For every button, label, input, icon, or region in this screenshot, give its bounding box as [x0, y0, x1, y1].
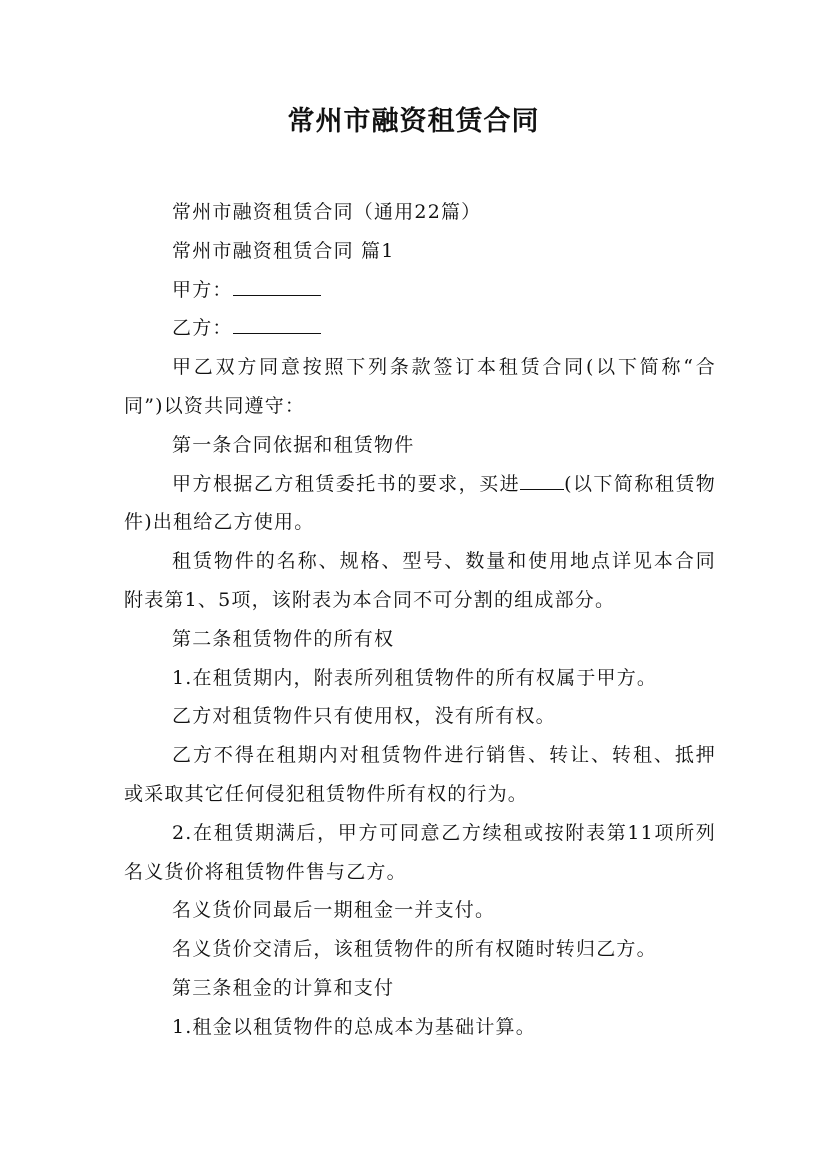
paragraph-rent-basis: 1.租金以租赁物件的总成本为基础计算。	[172, 1015, 536, 1038]
party-b-line	[124, 309, 716, 348]
article-1-heading: 第一条合同依据和租赁物件	[172, 433, 415, 456]
party-b-label: 乙方：	[172, 317, 233, 340]
item-blank	[520, 469, 564, 490]
paragraph-ownership-1: 1.在租赁期内，附表所列租赁物件的所有权属于甲方。	[172, 666, 658, 689]
party-b-blank	[233, 313, 321, 334]
paragraph-transfer: 名义货价交清后，该租赁物件的所有权随时转归乙方。	[172, 938, 657, 961]
paragraph-nominal-price: 名义货价同最后一期租金一并支付。	[172, 899, 496, 922]
party-a-label: 甲方：	[172, 278, 233, 301]
party-a-line	[124, 271, 716, 310]
paragraph-ownership-2: 2.在租赁期满后，甲方可同意乙方续租或按附表第11项所列名义货价将租赁物件售与乙方。	[124, 821, 716, 883]
paragraph-subtitle: 常州市融资租赁合同（通用22篇）	[172, 201, 482, 223]
paragraph-usage-right: 乙方对租赁物件只有使用权，没有所有权。	[172, 705, 556, 728]
paragraph-purchase: 甲方根据乙方租赁委托书的要求，买进 (以下简称租赁物件)出租给乙方使用。	[124, 465, 716, 543]
party-a-blank	[233, 275, 321, 296]
paragraph-item-details: 租赁物件的名称、规格、型号、数量和使用地点详见本合同附表第1、5项，该附表为本合同不可分割的组成部分。	[124, 550, 716, 611]
paragraph-restrictions: 乙方不得在租期内对租赁物件进行销售、转让、转租、抵押或采取其它任何侵犯租赁物件所有权的行为。	[124, 744, 716, 805]
paragraph-section-heading: 常州市融资租赁合同 篇1	[172, 239, 395, 262]
article-2-heading: 第二条租赁物件的所有权	[172, 627, 395, 650]
document-body	[124, 193, 716, 1047]
article-3-heading: 第三条租金的计算和支付	[172, 976, 395, 999]
document-title: 常州市融资租赁合同	[287, 106, 540, 137]
paragraph-agreement: 甲乙双方同意按照下列条款签订本租赁合同(以下简称“合同”)以资共同遵守：	[124, 356, 716, 417]
